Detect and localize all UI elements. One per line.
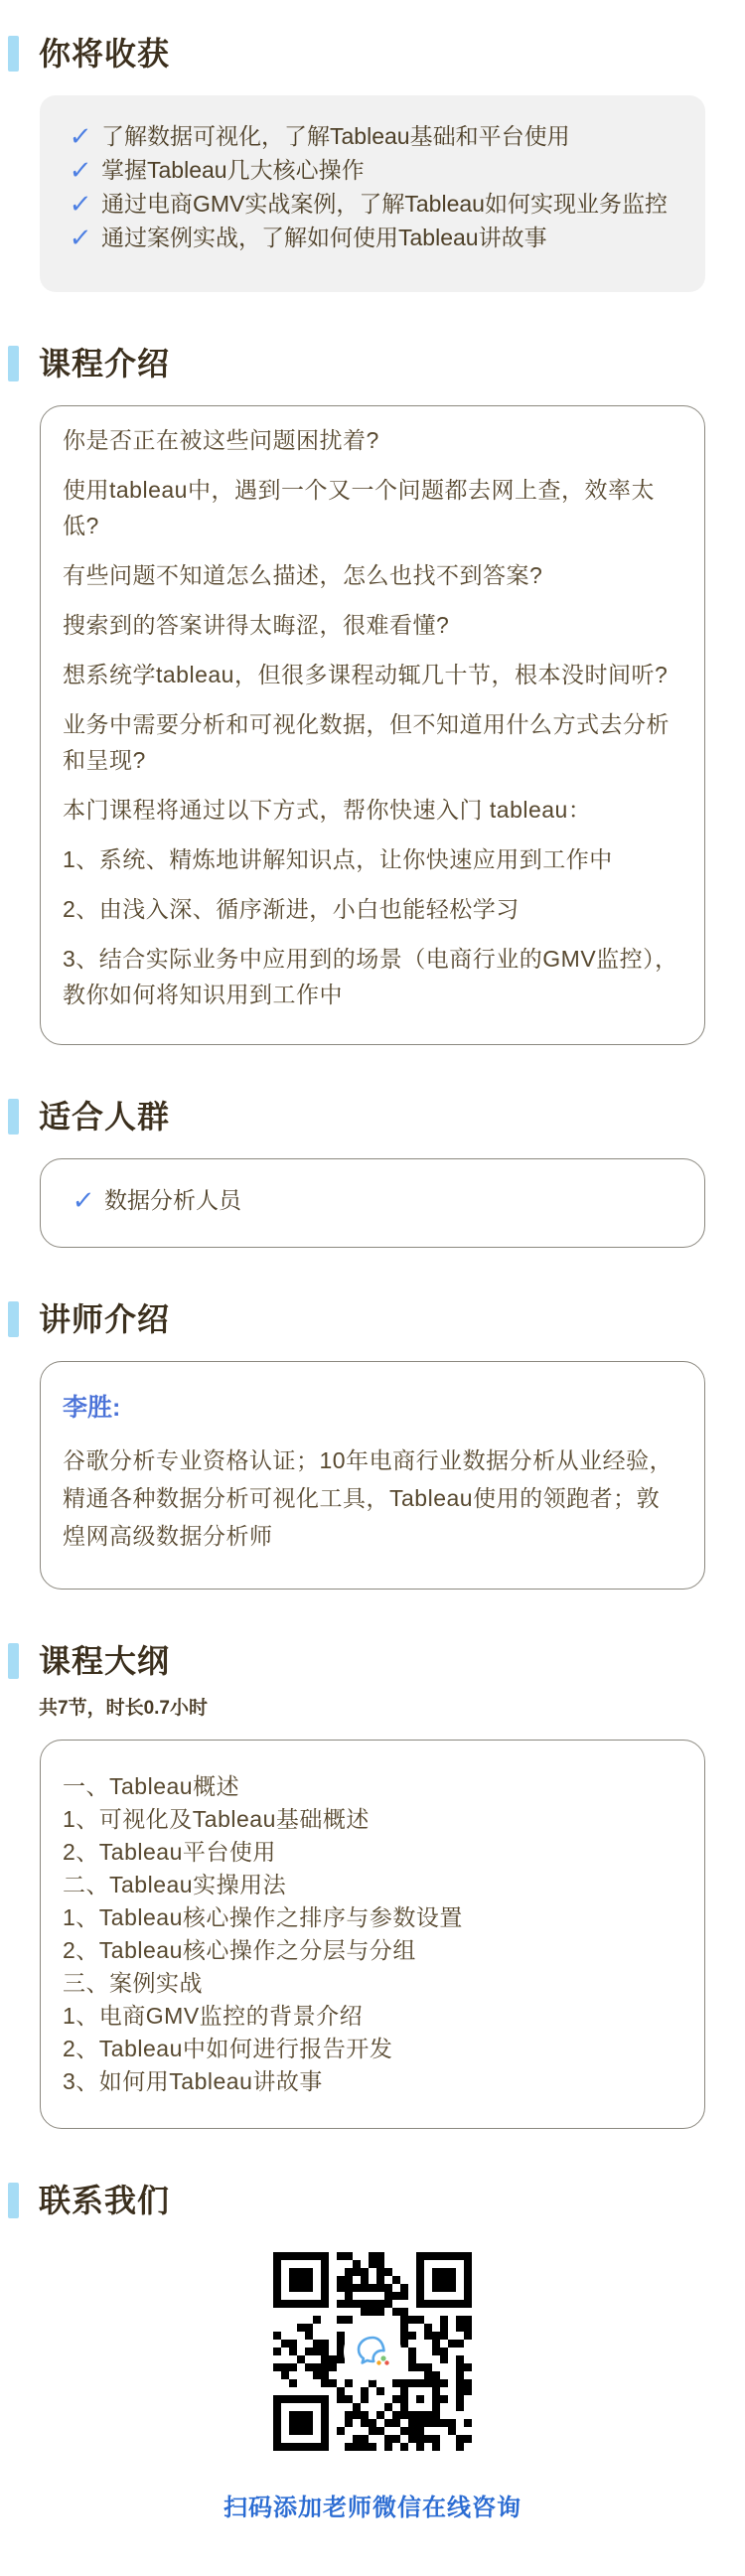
gain-item-label: 了解数据可视化，了解Tableau基础和平台使用	[101, 123, 570, 149]
qr-caption: 扫码添加老师微信在线咨询	[224, 2495, 522, 2521]
gain-item-label: 通过案例实战，了解如何使用Tableau讲故事	[101, 225, 547, 250]
section-gains	[0, 36, 745, 292]
instructor-name: 李胜:	[63, 1394, 121, 1422]
outline-item: 2、Tableau核心操作之分层与分组	[63, 1937, 416, 1963]
section-title-instructor: 讲师介绍	[39, 1301, 171, 1337]
intro-paragraph: 使用tableau中，遇到一个又一个问题都去网上查，效率太低?	[63, 477, 655, 538]
audience-box	[40, 1158, 705, 1248]
outline-meta: 共7节，时长0.7小时	[39, 1698, 208, 1719]
outline-item: 二、Tableau实操用法	[63, 1872, 287, 1897]
audience-item-label: 数据分析人员	[104, 1187, 241, 1213]
outline-item: 2、Tableau中如何进行报告开发	[63, 2036, 393, 2061]
section-instructor	[0, 1301, 745, 1590]
checkmark-icon: ✓	[68, 189, 93, 219]
wechat-chat-bubble-icon	[344, 2323, 401, 2380]
section-audience	[0, 1099, 745, 1248]
intro-paragraph: 业务中需要分析和可视化数据，但不知道用什么方式去分析和呈现?	[63, 711, 670, 773]
intro-paragraph: 本门课程将通过以下方式，帮你快速入门 tableau：	[63, 797, 592, 823]
section-title-intro: 课程介绍	[39, 346, 171, 381]
intro-paragraph: 你是否正在被这些问题困扰着?	[63, 427, 379, 453]
outline-item: 一、Tableau概述	[63, 1773, 240, 1799]
list-item	[60, 187, 681, 221]
section-contact	[0, 2183, 745, 2522]
checkmark-icon: ✓	[68, 121, 93, 151]
checkmark-icon: ✓	[71, 1185, 96, 1215]
outline-box	[40, 1740, 705, 2129]
instructor-box	[40, 1361, 705, 1590]
audience-header	[8, 1099, 745, 1135]
section-title-outline: 课程大纲	[39, 1643, 171, 1679]
accent-bar	[8, 1301, 19, 1337]
section-intro	[0, 346, 745, 1045]
gains-header	[8, 36, 745, 72]
list-item	[63, 1183, 680, 1217]
accent-bar	[8, 2183, 19, 2218]
accent-bar	[8, 346, 19, 381]
intro-paragraph: 想系统学tableau，但很多课程动辄几十节，根本没时间听?	[63, 662, 669, 687]
outline-header	[8, 1643, 745, 1679]
list-item	[60, 221, 681, 254]
gains-box	[40, 95, 705, 292]
accent-bar	[8, 1099, 19, 1135]
intro-paragraph: 2、由浅入深、循序渐进，小白也能轻松学习	[63, 896, 520, 922]
list-item	[60, 153, 681, 187]
intro-paragraph: 1、系统、精炼地讲解知识点，让你快速应用到工作中	[63, 846, 613, 872]
gain-item-label: 通过电商GMV实战案例，了解Tableau如何实现业务监控	[101, 191, 668, 217]
checkmark-icon: ✓	[68, 155, 93, 185]
instructor-bio: 谷歌分析专业资格认证；10年电商行业数据分析从业经验，精通各种数据分析可视化工具，Tableau使用的领跑者；敦煌网高级数据分析师	[63, 1447, 673, 1549]
intro-paragraph: 3、结合实际业务中应用到的场景（电商行业的GMV监控），教你如何将知识用到工作中	[63, 946, 678, 1007]
intro-header	[8, 346, 745, 381]
section-title-contact: 联系我们	[39, 2183, 171, 2218]
section-title-audience: 适合人群	[39, 1099, 171, 1135]
intro-paragraph: 搜索到的答案讲得太晦涩，很难看懂?	[63, 612, 450, 638]
contact-header	[8, 2183, 745, 2218]
intro-box	[40, 405, 705, 1045]
intro-paragraph: 有些问题不知道怎么描述，怎么也找不到答案?	[63, 562, 543, 588]
gain-item-label: 掌握Tableau几大核心操作	[101, 157, 365, 183]
accent-bar	[8, 1643, 19, 1679]
checkmark-icon: ✓	[68, 223, 93, 252]
section-title-gains: 你将收获	[39, 36, 171, 72]
outline-item: 1、Tableau核心操作之排序与参数设置	[63, 1904, 463, 1930]
outline-item: 3、如何用Tableau讲故事	[63, 2068, 323, 2094]
list-item	[60, 119, 681, 153]
outline-item: 1、电商GMV监控的背景介绍	[63, 2003, 364, 2029]
outline-item: 三、案例实战	[63, 1970, 203, 1996]
accent-bar	[8, 36, 19, 72]
outline-item: 1、可视化及Tableau基础概述	[63, 1806, 370, 1832]
outline-item: 2、Tableau平台使用	[63, 1839, 276, 1865]
wechat-qr-code	[273, 2252, 472, 2451]
outline-list	[63, 1770, 680, 2098]
section-outline	[0, 1643, 745, 2129]
contact-content	[0, 2252, 745, 2522]
instructor-header	[8, 1301, 745, 1337]
